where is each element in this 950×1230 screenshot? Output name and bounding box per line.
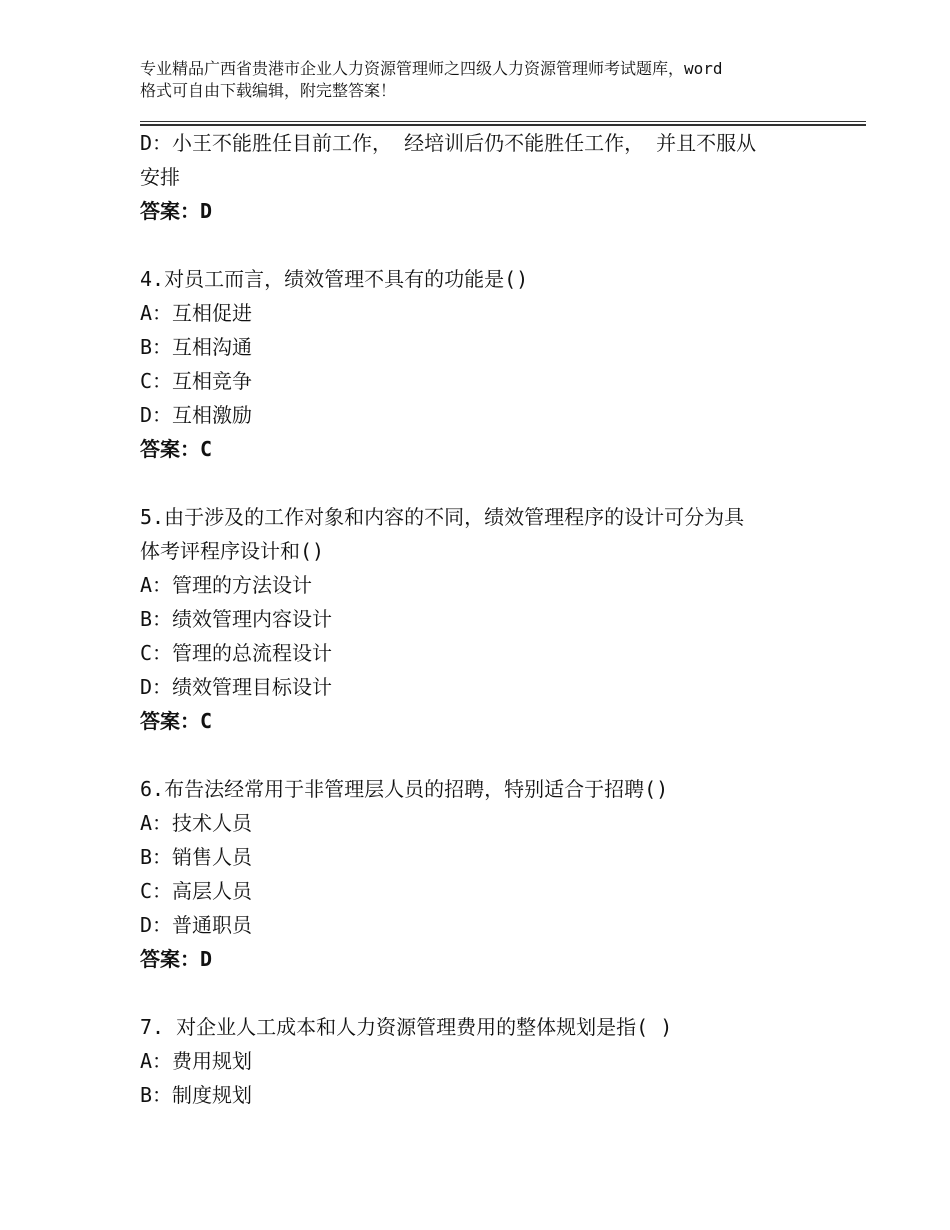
question-stem: 4.对员工而言，绩效管理不具有的功能是() bbox=[140, 267, 529, 291]
option-a: A：互相促进 bbox=[140, 301, 253, 325]
spacer bbox=[140, 738, 830, 772]
option-b: B：互相沟通 bbox=[140, 335, 253, 359]
option-a: A：管理的方法设计 bbox=[140, 573, 313, 597]
spacer bbox=[140, 466, 830, 500]
question-6 bbox=[140, 772, 830, 976]
answer-label: 答案：C bbox=[140, 709, 213, 733]
header-rule-thin bbox=[140, 121, 866, 122]
spacer bbox=[140, 228, 830, 262]
option-c: C：互相竞争 bbox=[140, 369, 253, 393]
option-b: B：制度规划 bbox=[140, 1083, 253, 1107]
document-body bbox=[140, 126, 830, 1112]
document-header: 专业精品广西省贵港市企业人力资源管理师之四级人力资源管理师考试题库，word 格式可自由下载编辑，附完整答案！ bbox=[140, 59, 723, 100]
option-c: C：高层人员 bbox=[140, 879, 253, 903]
question-stem-continued: 体考评程序设计和() bbox=[140, 539, 325, 563]
question-7 bbox=[140, 1010, 830, 1112]
option-d: D：小王不能胜任目前工作， 经培训后仍不能胜任工作， 并且不服从 bbox=[140, 131, 757, 155]
option-d: D：普通职员 bbox=[140, 913, 253, 937]
option-a: A：技术人员 bbox=[140, 811, 253, 835]
answer-label: 答案：D bbox=[140, 199, 213, 223]
question-5 bbox=[140, 500, 830, 738]
question-stem: 7. 对企业人工成本和人力资源管理费用的整体规划是指( ) bbox=[140, 1015, 673, 1039]
option-d: D：绩效管理目标设计 bbox=[140, 675, 333, 699]
option-d-continued: 安排 bbox=[140, 165, 180, 189]
answer-label: 答案：C bbox=[140, 437, 213, 461]
option-a: A：费用规划 bbox=[140, 1049, 253, 1073]
option-d: D：互相激励 bbox=[140, 403, 253, 427]
option-b: B：绩效管理内容设计 bbox=[140, 607, 333, 631]
spacer bbox=[140, 976, 830, 1010]
option-b: B：销售人员 bbox=[140, 845, 253, 869]
question-stem: 5.由于涉及的工作对象和内容的不同，绩效管理程序的设计可分为具 bbox=[140, 505, 745, 529]
answer-label: 答案：D bbox=[140, 947, 213, 971]
question-stem: 6.布告法经常用于非管理层人员的招聘，特别适合于招聘() bbox=[140, 777, 669, 801]
option-c: C：管理的总流程设计 bbox=[140, 641, 333, 665]
question-4 bbox=[140, 262, 830, 466]
question-3-continuation bbox=[140, 126, 830, 228]
